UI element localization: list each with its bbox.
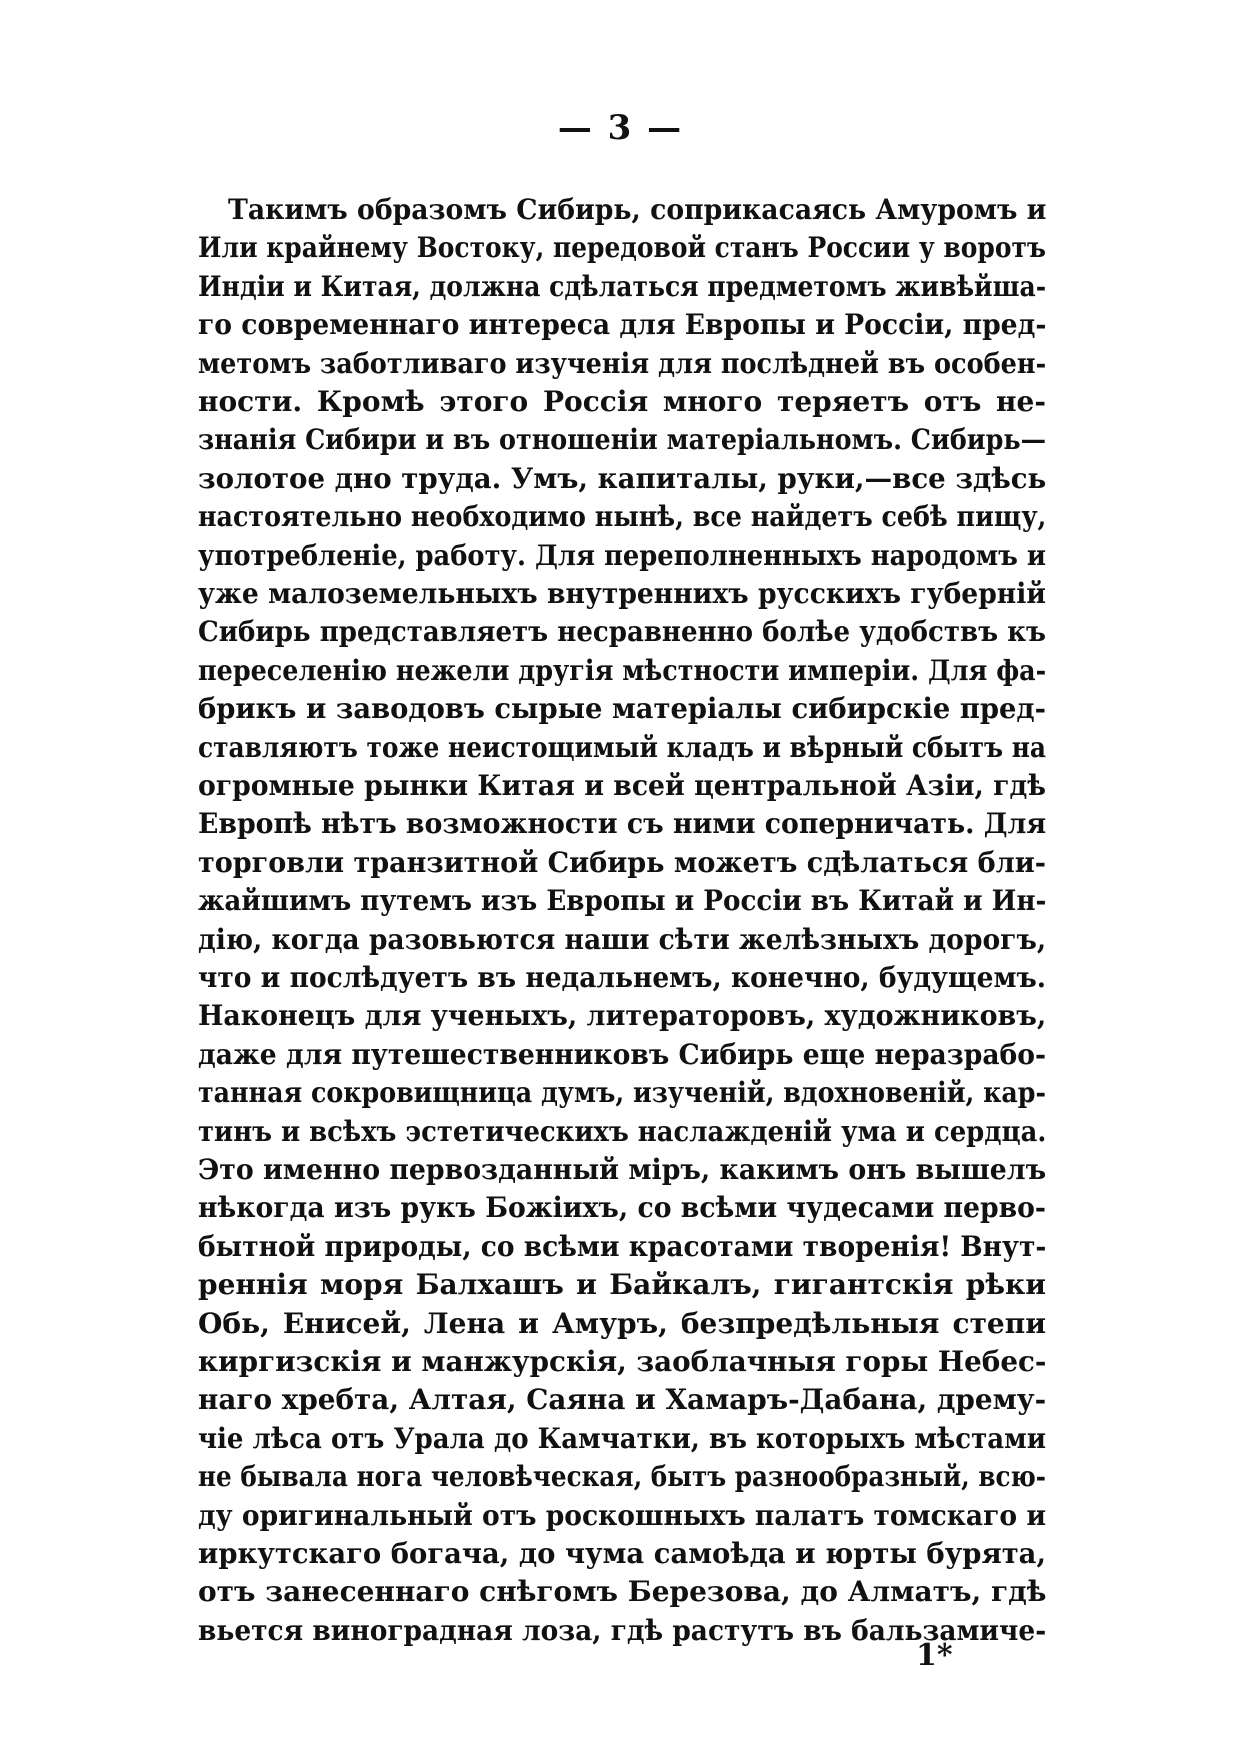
text-line: брикъ и заводовъ сырые матеріалы сибирскіе пред- [198,692,1046,726]
text-line: знанія Сибири и въ отношеніи матеріальномъ. Сибирь— [198,423,1046,457]
text-line: бытной природы, со всѣми красотами творенія! Внут- [198,1229,1046,1263]
text-line: ставляютъ тоже неистощимый кладъ и вѣрный сбытъ на [198,730,1046,764]
text-line: золотое дно труда. Умъ, капиталы, руки,—все здѣсь [198,461,1046,495]
page-number: — 3 — [557,108,684,148]
text-line: Европѣ нѣтъ возможности съ ними соперничать. Для [198,807,1046,841]
text-line: Обь, Енисей, Лена и Амуръ, безпредѣльныя степи [198,1306,1046,1340]
text-line: нѣкогда изъ рукъ Божіихъ, со всѣми чудесами перво- [198,1191,1046,1225]
text-line: киргизскія и манжурскія, заоблачныя горы Небес- [198,1345,1046,1378]
text-line: настоятельно необходимо нынѣ, все найдетъ себѣ пищу, [198,500,1046,534]
text-line: жайшимъ путемъ изъ Европы и Россіи въ Китай и Ин- [198,884,1046,918]
text-line: переселенію нежели другія мѣстности имперіи. Для фа- [198,653,1046,687]
text-line: ду оригинальный отъ роскошныхъ палатъ томскаго и [198,1498,1046,1532]
text-line: го современнаго интереса для Европы и Россіи, пред- [198,308,1046,342]
text-line: огромные рынки Китая и всей центральной Азіи, гдѣ [198,769,1046,802]
text-line: Такимъ образомъ Сибирь, соприкасаясь Амуромъ и [228,193,1046,226]
text-line: реннія моря Балхашъ и Байкалъ, гигантскія рѣки [198,1268,1046,1302]
text-line: Это именно первозданный міръ, какимъ онъ вышелъ [198,1153,1046,1186]
text-line: дію, когда разовьются наши сѣти желѣзныхъ дорогъ, [198,922,1046,956]
text-line: не бывала нога человѣческая, бытъ разнообразный, всю- [198,1460,1046,1494]
text-line: отъ занесеннаго снѣгомъ Березова, до Алматъ, гдѣ [198,1575,1046,1609]
text-line: вьется виноградная лоза, гдѣ растутъ въ бальзамиче- [198,1613,1046,1647]
text-line: Сибирь представляетъ несравненно болѣе удобствъ къ [198,615,1046,649]
text-line: тинъ и всѣхъ эстетическихъ наслажденій ума и сердца. [198,1114,1046,1148]
printer-signature-mark: 1* [916,1638,953,1673]
text-line: ности. Кромѣ этого Россія много теряетъ отъ не- [198,385,1046,418]
text-line: иркутскаго богача, до чума самоѣда и юрты бурята, [198,1537,1046,1570]
text-line: Наконецъ для ученыхъ, литераторовъ, художниковъ, [198,999,1046,1033]
text-line: даже для путешественниковъ Сибирь еще неразрабо- [198,1037,1046,1071]
text-line: Или крайнему Востоку, передовой станъ России у воротъ [198,231,1046,265]
text-line: наго хребта, Алтая, Саяна и Хамаръ-Дабана, дрему- [198,1383,1046,1417]
text-line: употребленіе, работу. Для переполненныхъ народомъ и [198,538,1046,572]
text-line: торговли транзитной Сибирь можетъ сдѣлаться бли- [198,845,1046,879]
text-line: Индіи и Китая, должна сдѣлаться предметомъ живѣйша- [198,269,1046,303]
text-line: что и послѣдуетъ въ недальнемъ, конечно, будущемъ. [198,961,1046,994]
text-line: танная сокровищница думъ, изученій, вдохновеній, кар- [198,1076,1046,1110]
text-line: чіе лѣса отъ Урала до Камчатки, въ которыхъ мѣстами [198,1421,1046,1455]
text-line: метомъ заботливаго изученія для послѣдней въ особен- [198,346,1046,380]
text-line: уже малоземельныхъ внутреннихъ русскихъ губерній [198,577,1046,610]
